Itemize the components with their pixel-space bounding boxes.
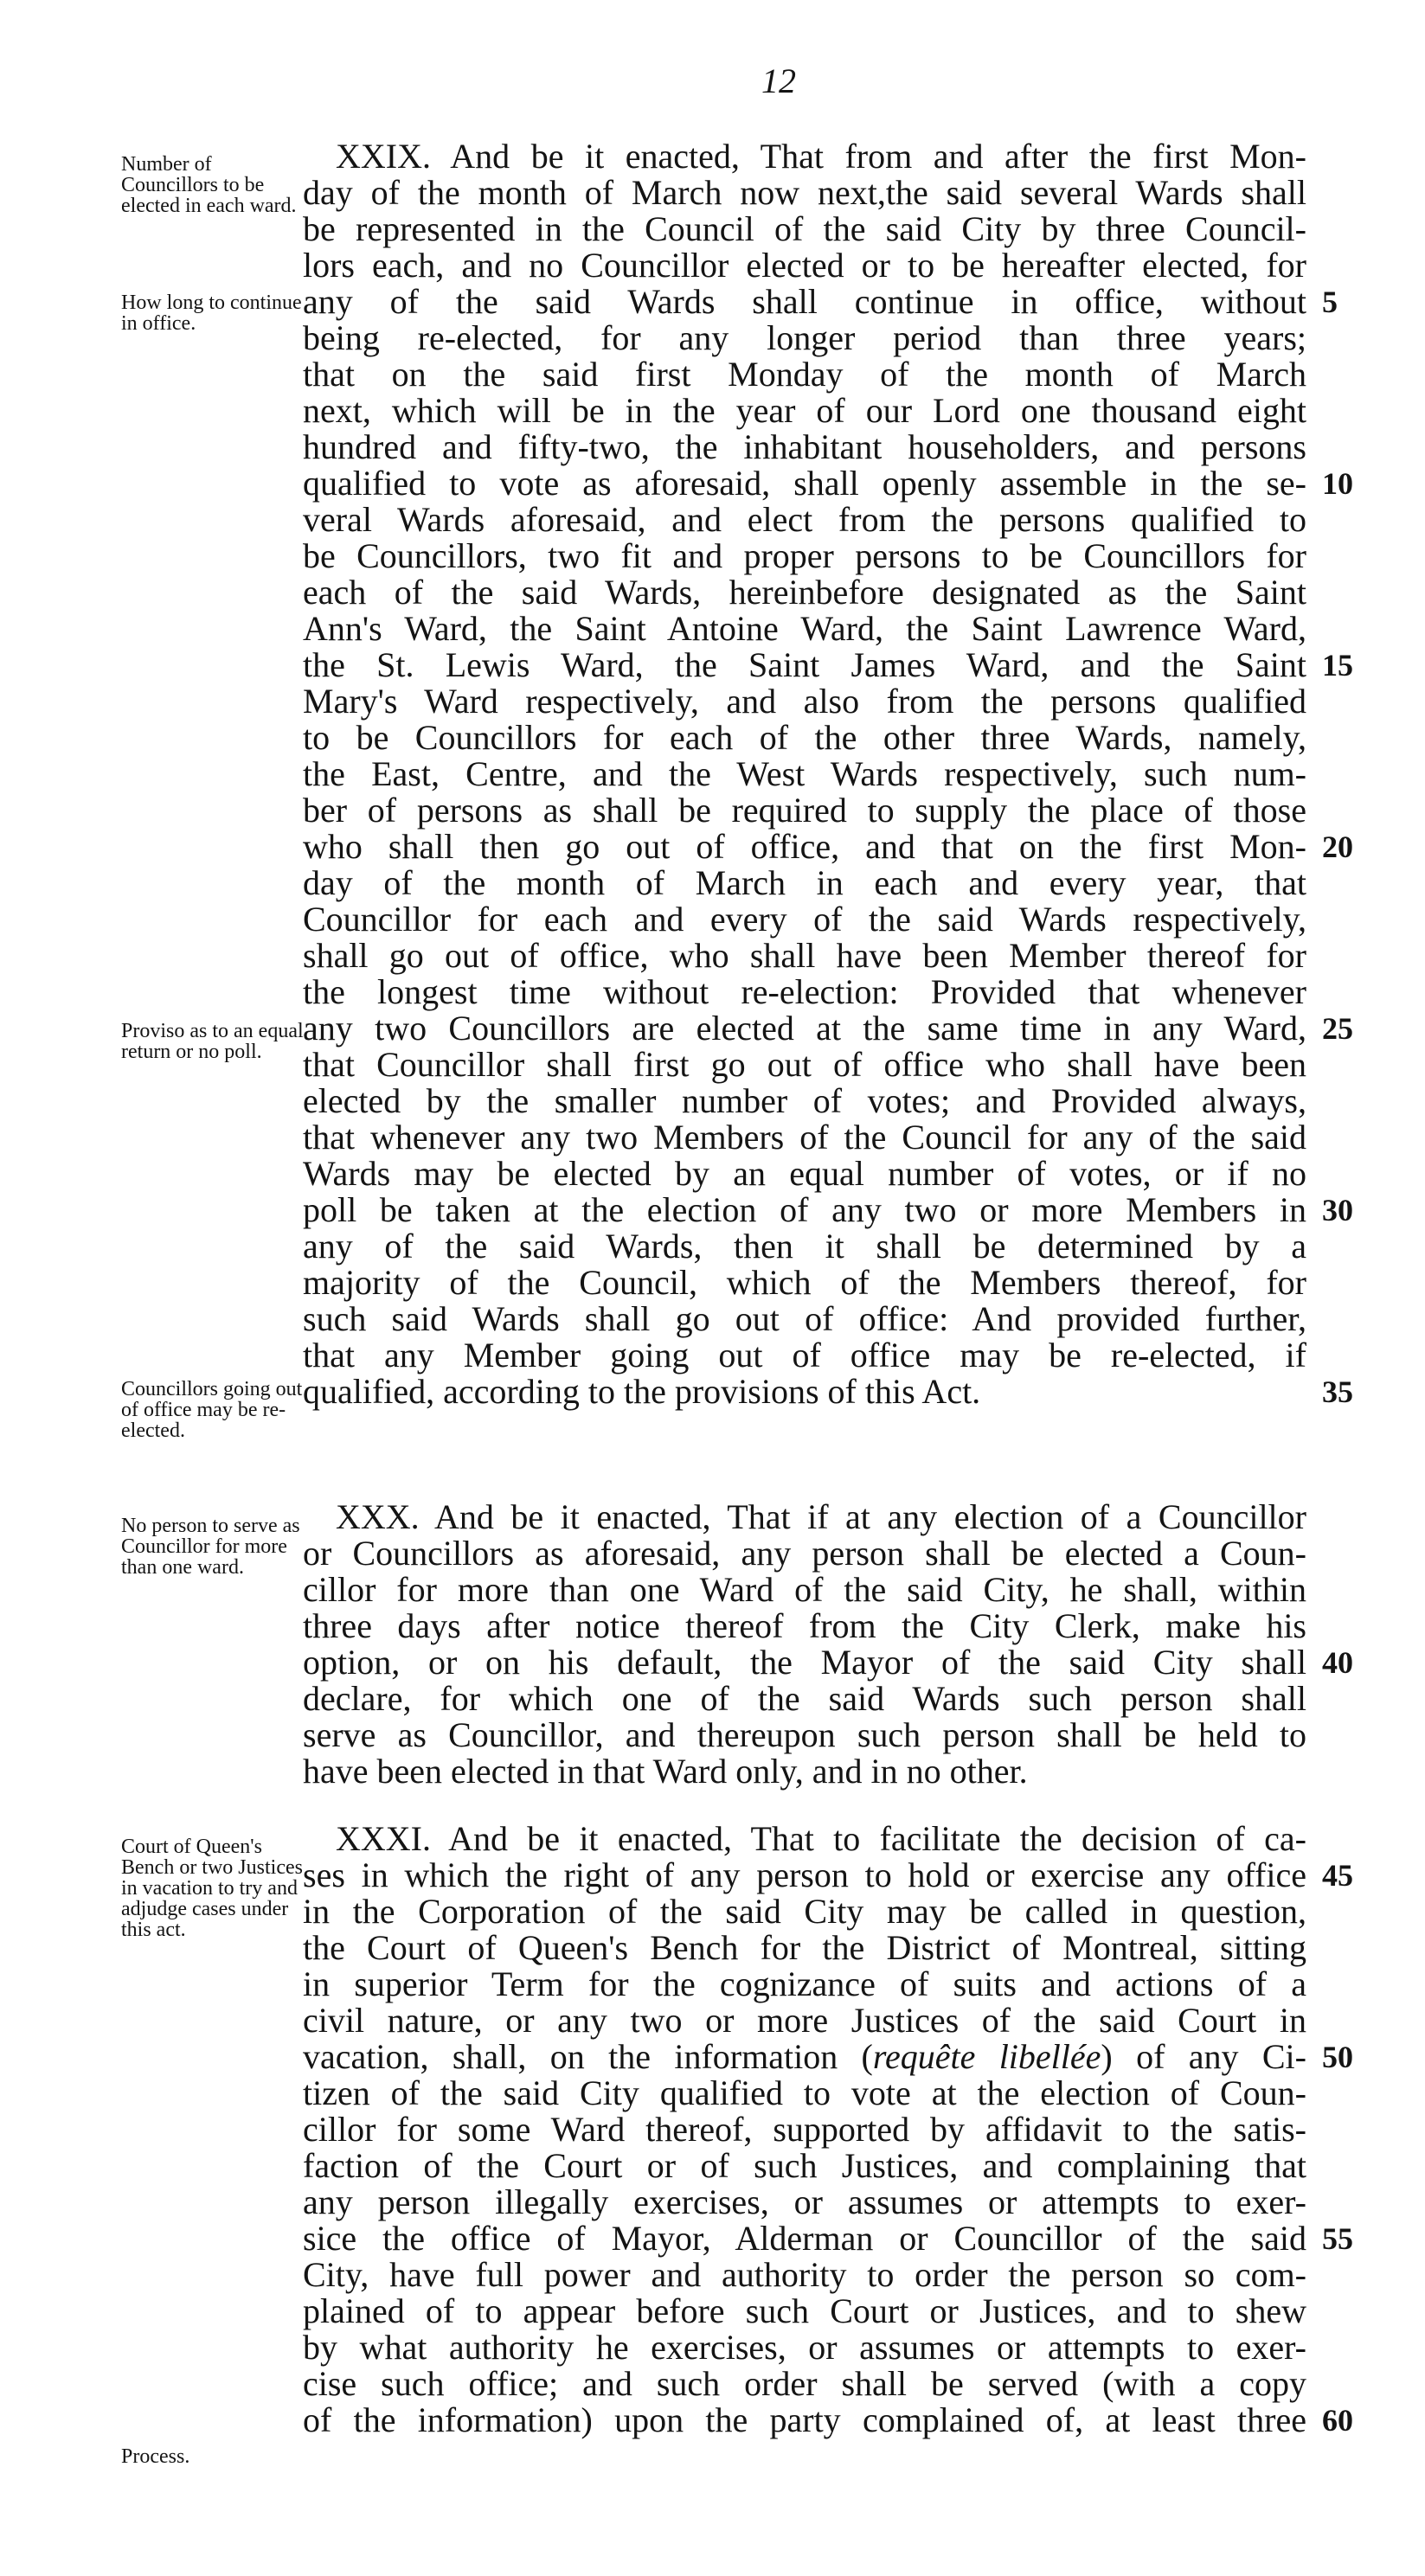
text-line: City, have full power and authority to order the person so com- <box>303 2255 1306 2294</box>
text-line: Councillor for each and every of the said Wards respectively, <box>303 900 1306 939</box>
margin-note-one-ward-only: No person to serve as Councillor for more than one ward. <box>121 1515 300 1579</box>
text-line: being re-elected, for any longer period than three years; <box>303 318 1306 357</box>
text-line: faction of the Court or of such Justices, and complaining that <box>303 2146 1306 2185</box>
margin-note-re-election: Councillors going out of office may be re-elected. <box>121 1378 303 1442</box>
text-line: cillor for more than one Ward of the said City, he shall, within <box>303 1570 1306 1609</box>
text-line: XXIX. And be it enacted, That from and after the first Mon- <box>336 137 1306 176</box>
text-line: next, which will be in the year of our Lord one thousand eight <box>303 391 1306 430</box>
text-line: the longest time without re-election: Provided that whenever <box>303 972 1306 1011</box>
line-number: 5 <box>1322 285 1338 319</box>
text-line: each of the said Wards, hereinbefore designated as the Saint <box>303 573 1306 612</box>
text-line: have been elected in that Ward only, and in no other. <box>303 1752 1028 1791</box>
text-line: be represented in the Council of the said City by three Council- <box>303 209 1306 248</box>
text-line: that any Member going out of office may be re-elected, if <box>303 1336 1306 1375</box>
page-number: 12 <box>761 61 796 100</box>
text-line: day of the month of March now next,the said several Wards shall <box>303 173 1306 212</box>
text-line: ber of persons as shall be required to supply the place of those <box>303 791 1306 830</box>
text-line: Mary's Ward respectively, and also from the persons qualified <box>303 682 1306 721</box>
text-line: in superior Term for the cognizance of suits and actions of a <box>303 1964 1306 2003</box>
text-line: any person illegally exercises, or assumes or attempts to exer- <box>303 2182 1306 2221</box>
text-line: civil nature, or any two or more Justices of the said Court in <box>303 2001 1306 2040</box>
text-line: qualified to vote as aforesaid, shall openly assemble in the se- <box>303 464 1306 503</box>
text-line: that whenever any two Members of the Council for any of the said <box>303 1118 1306 1157</box>
text-line: qualified, according to the provisions of this Act. <box>303 1372 981 1411</box>
text-line: declare, for which one of the said Wards such person shall <box>303 1679 1306 1718</box>
text-line: day of the month of March in each and every year, that <box>303 863 1306 902</box>
text-line: that on the said first Monday of the month of March <box>303 355 1306 394</box>
margin-note-term-length: How long to continue in office. <box>121 292 302 335</box>
text-line: cillor for some Ward thereof, supported by affidavit to the satis- <box>303 2110 1306 2149</box>
italic-phrase: requête libellée <box>872 2037 1101 2076</box>
text-line: who shall then go out of office, and that on the first Mon- <box>303 827 1306 866</box>
line-number: 35 <box>1322 1375 1353 1409</box>
line-number: 40 <box>1322 1645 1353 1680</box>
text-line: serve as Councillor, and thereupon such person shall be held to <box>303 1715 1306 1754</box>
text-line: tizen of the said City qualified to vote at the election of Coun- <box>303 2073 1306 2112</box>
text-line: be Councillors, two fit and proper persons to be Councillors for <box>303 536 1306 575</box>
margin-note-court-queens-bench: Court of Queen's Bench or two Justices in vacation to try and adjudge cases under this act. <box>121 1836 303 1941</box>
text-line: Ann's Ward, the Saint Antoine Ward, the Saint Lawrence Ward, <box>303 609 1306 648</box>
line-number: 60 <box>1322 2403 1353 2438</box>
text-line: by what authority he exercises, or assumes or attempts to exer- <box>303 2328 1306 2367</box>
text-line: hundred and fifty-two, the inhabitant householders, and persons <box>303 427 1306 466</box>
text-line: cise such office; and such order shall be served (with a copy <box>303 2364 1306 2403</box>
line-number: 15 <box>1322 648 1353 682</box>
text-line: or Councillors as aforesaid, any person shall be elected a Coun- <box>303 1534 1306 1573</box>
text-line: vacation, shall, on the information (requête libellée) of any Ci- <box>303 2037 1306 2076</box>
text-line: sice the office of Mayor, Alderman or Councillor of the said <box>303 2219 1306 2258</box>
section-xxxi <box>303 1821 1306 2438</box>
margin-note-process: Process. <box>121 2445 190 2468</box>
text-line: any two Councillors are elected at the same time in any Ward, <box>303 1009 1306 1048</box>
margin-note-proviso-equal-return: Proviso as to an equal return or no poll. <box>121 1020 304 1063</box>
line-number: 55 <box>1322 2221 1353 2256</box>
text-line: veral Wards aforesaid, and elect from the persons qualified to <box>303 500 1306 539</box>
text-line: the St. Lewis Ward, the Saint James Ward, and the Saint <box>303 645 1306 684</box>
line-number: 50 <box>1322 2040 1353 2074</box>
line-number: 30 <box>1322 1193 1353 1227</box>
text-line: XXX. And be it enacted, That if at any election of a Councillor <box>336 1497 1306 1536</box>
text-line: lors each, and no Councillor elected or to be hereafter elected, for <box>303 246 1306 285</box>
text-line: three days after notice thereof from the City Clerk, make his <box>303 1606 1306 1645</box>
margin-note-councillors-per-ward: Number of Councillors to be elected in each ward. <box>121 153 297 217</box>
line-number: 10 <box>1322 466 1353 501</box>
text-line: elected by the smaller number of votes; and Provided always, <box>303 1081 1306 1120</box>
text-line: in the Corporation of the said City may be called in question, <box>303 1892 1306 1931</box>
text-line: the East, Centre, and the West Wards respectively, such num- <box>303 754 1306 793</box>
section-xxix <box>303 138 1306 1410</box>
text-line: of the information) upon the party complained of, at least three <box>303 2400 1306 2439</box>
text-line: option, or on his default, the Mayor of the said City shall <box>303 1643 1306 1682</box>
text-line: poll be taken at the election of any two or more Members in <box>303 1190 1306 1229</box>
line-number: 20 <box>1322 830 1353 864</box>
text-line: plained of to appear before such Court or Justices, and to shew <box>303 2291 1306 2330</box>
text-line: that Councillor shall first go out of office who shall have been <box>303 1045 1306 1084</box>
text-line: Wards may be elected by an equal number of votes, or if no <box>303 1154 1306 1193</box>
text-line: to be Councillors for each of the other three Wards, namely, <box>303 718 1306 757</box>
text-line: such said Wards shall go out of office: And provided further, <box>303 1299 1306 1338</box>
text-line: majority of the Council, which of the Members thereof, for <box>303 1263 1306 1302</box>
text-line: any of the said Wards shall continue in office, without <box>303 282 1306 321</box>
text-line: XXXI. And be it enacted, That to facilitate the decision of ca- <box>336 1819 1306 1858</box>
text-line: ses in which the right of any person to hold or exercise any office <box>303 1855 1306 1894</box>
text-line: shall go out of office, who shall have been Member thereof for <box>303 936 1306 975</box>
text-line: the Court of Queen's Bench for the District of Montreal, sitting <box>303 1928 1306 1967</box>
section-xxx <box>303 1499 1306 1790</box>
line-number: 25 <box>1322 1011 1353 1046</box>
line-number: 45 <box>1322 1858 1353 1893</box>
text-line: any of the said Wards, then it shall be determined by a <box>303 1227 1306 1266</box>
